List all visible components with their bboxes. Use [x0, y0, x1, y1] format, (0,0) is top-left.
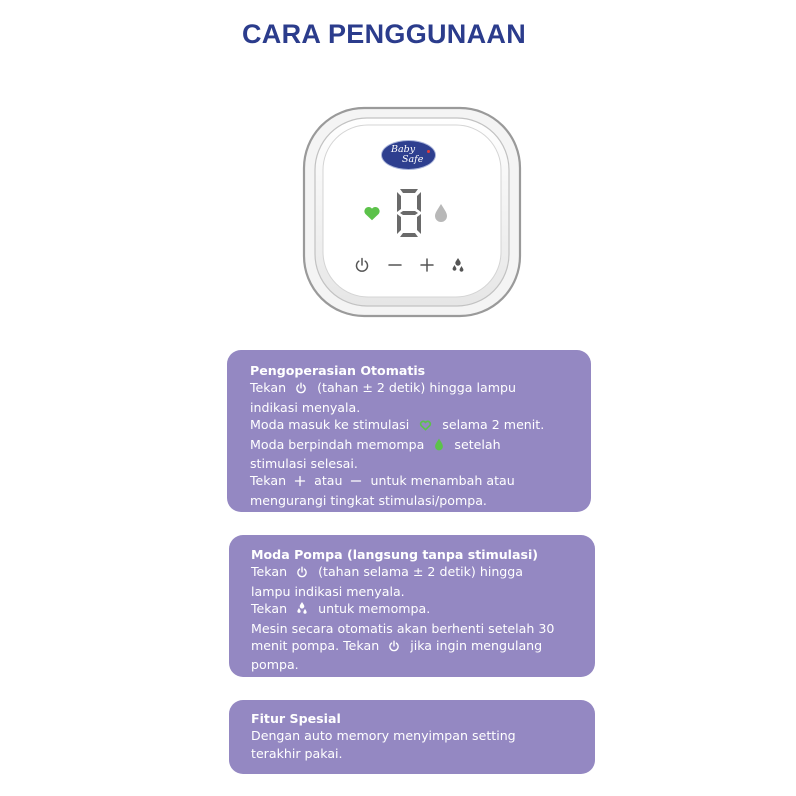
card-line: Mesin secara otomatis akan berhenti setelah 30: [251, 620, 555, 636]
card-line: pompa.: [251, 657, 299, 673]
device-control-panel: [302, 106, 522, 322]
drop-indicator-icon: [434, 203, 448, 227]
special-feature-card: [229, 700, 595, 774]
minus-button-icon[interactable]: [387, 257, 403, 277]
minus-icon: [350, 474, 362, 491]
pump-icon: [296, 601, 308, 619]
card-line: mengurangi tingkat stimulasi/pompa.: [250, 492, 487, 508]
card-line: indikasi menyala.: [250, 399, 361, 415]
card-line: Tekan (tahan ± 2 detik) hingga lampu: [250, 379, 591, 398]
brand-logo: Baby Safe: [381, 140, 436, 170]
card-line: Moda masuk ke stimulasi selama 2 menit.: [250, 416, 591, 435]
display-digit: [395, 187, 423, 243]
card-title: Moda Pompa (langsung tanpa stimulasi): [251, 547, 539, 562]
heart-icon: [419, 418, 432, 435]
page-title: CARA PENGGUNAAN: [241, 19, 526, 49]
drop-icon: [434, 438, 444, 455]
automatic-operation-card: [227, 350, 591, 512]
pump-button-icon[interactable]: [451, 257, 465, 277]
card-line: stimulasi selesai.: [250, 456, 358, 472]
plus-button-icon[interactable]: [419, 257, 435, 277]
card-line: terakhir pakai.: [251, 745, 343, 761]
power-icon: [296, 565, 308, 582]
card-line: Tekan (tahan selama ± 2 detik) hingga: [251, 563, 595, 582]
power-button-icon[interactable]: [354, 257, 370, 277]
pump-mode-card: [229, 535, 595, 677]
card-title: Pengoperasian Otomatis: [250, 363, 426, 378]
heart-indicator-icon: [363, 206, 381, 225]
card-line: menit pompa. Tekan jika ingin mengulang: [251, 637, 595, 656]
card-title: Fitur Spesial: [251, 711, 341, 726]
plus-icon: [294, 474, 306, 491]
power-icon: [295, 381, 307, 398]
card-line: Dengan auto memory menyimpan setting: [251, 728, 516, 744]
card-line: Tekan untuk memompa.: [251, 600, 595, 619]
power-icon: [388, 639, 400, 656]
card-line: Tekan atau untuk menambah atau: [250, 472, 591, 491]
card-line: lampu indikasi menyala.: [251, 583, 405, 599]
card-line: Moda berpindah memompa setelah: [250, 436, 591, 455]
